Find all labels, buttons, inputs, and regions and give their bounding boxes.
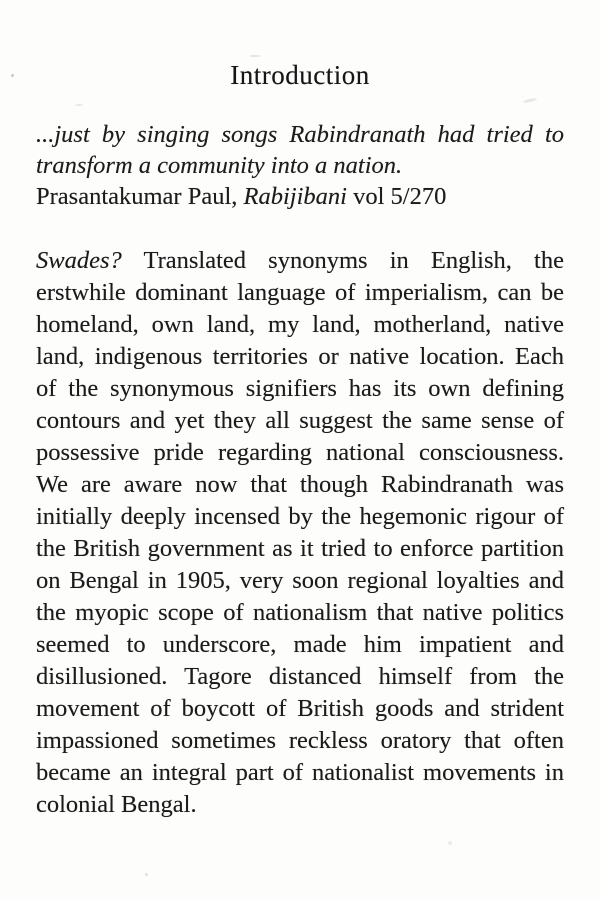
scan-speckle — [250, 55, 260, 57]
scan-speckle — [11, 74, 14, 77]
epigraph-attribution — [36, 181, 564, 212]
attribution-volume: vol 5/270 — [346, 183, 447, 210]
body-paragraph — [36, 245, 564, 821]
page-content — [0, 58, 600, 821]
page-title: Introduction — [230, 60, 370, 90]
body-text: Translated synonyms in English, the erstwhile dominant language of imperialism, can be homeland, own land, my land, motherland, native land, indigenous territories or native location. Each of the synonymous signifiers has its own defining contours and yet they all suggest the same sense of possessive pride regarding national consciousness. We are aware now that though Rabindranath was initially deeply incensed by the hegemonic rigour of the British government as it tried to enforce partition on Bengal in 1905, very soon regional loyalties and the myopic scope of nationalism that native politics seemed to underscore, made him impatient and disillusioned. Tagore distanced himself from the movement of boycott of British goods and strident impassioned sometimes reckless oratory that often became an integral part of nationalist movements in colonial Bengal. — [36, 247, 564, 818]
epigraph-block — [36, 119, 564, 212]
attribution-author: Prasantakumar Paul, — [36, 183, 244, 210]
attribution-book-title: Rabijibani — [243, 183, 347, 210]
epigraph-quote: ...just by singing songs Rabindranath had tried to transform a community into a nation. — [36, 121, 564, 179]
body-lead-word: Swades? — [36, 247, 122, 274]
scan-speckle — [448, 841, 452, 845]
scan-speckle — [75, 104, 83, 106]
scan-speckle — [145, 873, 148, 876]
